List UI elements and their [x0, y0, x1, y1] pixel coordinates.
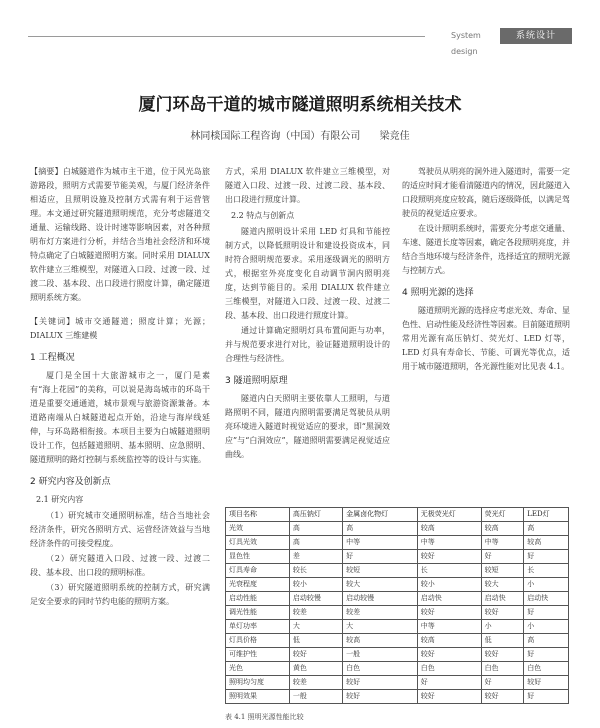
table-row [226, 592, 569, 606]
table-row [226, 662, 569, 676]
table-cell: 长 [524, 564, 569, 578]
table-cell: 启动较慢 [289, 592, 342, 606]
table-cell: 较好 [417, 606, 481, 620]
table-cell: 好 [524, 648, 569, 662]
column-left [30, 165, 210, 610]
table-cell: 较好 [481, 690, 524, 704]
paragraph: 隧道内照明设计采用 LED 灯具和节能控制方式，以降低照明设计和建设投资成本，同时符合照明规范要求。采用逐级调光的照明方式，根据室外亮度变化自动调节洞内照明亮度，达到节能目的。采用 DIALUX 软件建立三维模型，对隧道入口段、过渡一段、过渡二段、基本段、出口段进行照度计算。 [225, 227, 390, 320]
table-row [226, 690, 569, 704]
column-middle [225, 165, 390, 463]
table-cell: 光衰程度 [226, 578, 290, 592]
table-cell: 较高 [524, 536, 569, 550]
table-cell: 较大 [481, 578, 524, 592]
list-item: （1）研究城市交通照明标准，结合当地社会经济条件，研究各照明方式、运营经济效益与当地经济条件的可接受程度。 [30, 511, 210, 548]
table-cell: 好 [524, 690, 569, 704]
table-cell: 好 [481, 676, 524, 690]
table-row [226, 536, 569, 550]
table-cell: 高 [289, 522, 342, 536]
table-cell: 灯具价格 [226, 634, 290, 648]
paragraph: 驾驶员从明亮的洞外进入隧道时，需要一定的适应时间才能看清隧道内的情况，因此隧道入口段照明亮度应较高，随后逐级降低，以满足驾驶员的视觉适应要求。 [402, 167, 570, 218]
header-english-label: System design [451, 31, 481, 56]
table-cell: 好 [417, 676, 481, 690]
table-cell: 项目名称 [226, 508, 290, 522]
table-cell: 长 [417, 564, 481, 578]
table-cell: 启动快 [524, 592, 569, 606]
table-cell: 黄色 [289, 662, 342, 676]
author-organization: 林同棪国际工程咨询（中国）有限公司 [190, 131, 361, 142]
paragraph: 方式，采用 DIALUX 软件建立三维模型，对隧道入口段、过渡一段、过渡二段、基本段、出口段进行照度计算。 [225, 167, 390, 204]
section-heading-1: 1 工程概况 [30, 353, 75, 363]
table-cell: 中等 [417, 620, 481, 634]
author-line [0, 127, 600, 142]
table-cell: 高 [289, 536, 342, 550]
section-heading-2: 2 研究内容及创新点 [30, 477, 111, 487]
page-header [0, 28, 600, 56]
table-cell: 较好 [417, 648, 481, 662]
table-cell: 好 [481, 550, 524, 564]
table-cell: 小 [524, 620, 569, 634]
table-cell: 白色 [417, 662, 481, 676]
table-cell: 可维护性 [226, 648, 290, 662]
table-cell: 照明均匀度 [226, 676, 290, 690]
article-title: 厦门环岛干道的城市隧道照明系统相关技术 [138, 95, 462, 115]
table-header-row [226, 508, 569, 522]
table-cell: 较高 [417, 634, 481, 648]
abstract: 【摘要】白城隧道作为城市主干道，位于风光岛旅游路段，照明方式需要节能美观，与厦门经济条件相适应，且照明设施及控制方式需有利于运营管理。本文通过研究隧道照明规范，充分考虑隧道交通量、运输线路、设计时速等影响因素，对各种照明布灯方案进行分析，并结合当地社会经济和环境特点确定了白城隧道照明方案。同时采用 DIALUX 软件建立三维模型，对隧道入口段、过渡一段、过渡二段、基本段、出口段进行照度计算，确定隧道照明系统方案。 [30, 167, 210, 302]
table-cell: 较好 [417, 690, 481, 704]
table-cell: 较小 [289, 578, 342, 592]
table-cell: 光效 [226, 522, 290, 536]
table-cell: 调光性能 [226, 606, 290, 620]
table-cell: 较好 [417, 550, 481, 564]
table-cell: 荧光灯 [481, 508, 524, 522]
table-row [226, 676, 569, 690]
table-cell: 较好 [289, 648, 342, 662]
table-cell: 较短 [343, 564, 418, 578]
table-cell: 高 [524, 634, 569, 648]
table-cell: 显色性 [226, 550, 290, 564]
subsection-heading: 2.2 特点与创新点 [231, 211, 295, 220]
table-cell: 较差 [343, 606, 418, 620]
table-cell: 白色 [524, 662, 569, 676]
table-cell: 较高 [481, 522, 524, 536]
table-cell: 较好 [524, 676, 569, 690]
table-cell: 白色 [481, 662, 524, 676]
table-cell: 差 [289, 550, 342, 564]
table-row [226, 606, 569, 620]
table-row [226, 522, 569, 536]
table-cell: 较好 [343, 676, 418, 690]
table-row [226, 564, 569, 578]
table-cell: 一般 [343, 648, 418, 662]
paragraph: 通过计算确定照明灯具布置间距与功率，并与规范要求进行对比，验证隧道照明设计的合理性与经济性。 [225, 326, 390, 363]
table-cell: 启动快 [481, 592, 524, 606]
table-cell: 大 [343, 620, 418, 634]
header-section-box: 系统设计 [500, 28, 572, 44]
table-cell: 白色 [343, 662, 418, 676]
author-name: 梁竞佳 [379, 131, 410, 142]
table-cell: 好 [343, 550, 418, 564]
table-cell: 灯具光效 [226, 536, 290, 550]
table-cell: 金属卤化物灯 [343, 508, 418, 522]
light-source-comparison-table [225, 507, 569, 704]
table-cell: 照明效果 [226, 690, 290, 704]
table-cell: 较高 [417, 522, 481, 536]
table-row [226, 578, 569, 592]
column-right [402, 165, 570, 375]
table-cell: 灯具寿命 [226, 564, 290, 578]
table-cell: 高 [343, 522, 418, 536]
paragraph: 隧道照明光源的选择应考虑光效、寿命、显色性、启动性能及经济性等因素。目前隧道照明常用光源有高压钠灯、荧光灯、LED 灯等，LED 灯具有寿命长、节能、可调光等优点，适用于城市隧道照明，各光源性能对比见表 4.1。 [402, 306, 570, 371]
table-cell: 启动快 [417, 592, 481, 606]
table-cell: 大 [289, 620, 342, 634]
table-row [226, 648, 569, 662]
table-cell: 中等 [481, 536, 524, 550]
table-cell: 无极荧光灯 [417, 508, 481, 522]
table-cell: 小 [524, 578, 569, 592]
table-cell: 一般 [289, 690, 342, 704]
table-cell: 小 [481, 620, 524, 634]
keywords: 【关键词】城市交通隧道；照度计算；光源；DIALUX 三维建模 [30, 317, 210, 340]
table-cell: 较短 [481, 564, 524, 578]
subsection-heading: 2.1 研究内容 [36, 495, 84, 504]
table-cell: 较小 [417, 578, 481, 592]
section-heading-4: 4 照明光源的选择 [402, 288, 474, 298]
paragraph: 在设计照明系统时，需要充分考虑交通量、车速、隧道长度等因素，确定各段照明亮度，并结合当地环境与经济条件，选择适宜的照明光源与控制方式。 [402, 224, 570, 275]
table-cell: 好 [524, 550, 569, 564]
section-heading-3: 3 隧道照明原理 [225, 376, 288, 386]
table-row [226, 634, 569, 648]
table-cell: 较大 [343, 578, 418, 592]
table-cell: 低 [289, 634, 342, 648]
table-cell: 中等 [417, 536, 481, 550]
table-cell: 启动性能 [226, 592, 290, 606]
table-cell: 好 [524, 606, 569, 620]
table-cell: 较差 [289, 606, 342, 620]
table-cell: 中等 [343, 536, 418, 550]
paragraph: 隧道内白天照明主要依靠人工照明，与道路照明不同，隧道内照明需要满足驾驶员从明亮环境进入隧道时视觉适应的要求，即“黑洞效应”与“白洞效应”，隧道照明需要满足视觉适应曲线。 [225, 394, 390, 459]
table-cell: 低 [481, 634, 524, 648]
table-cell: 较好 [481, 648, 524, 662]
table-row [226, 620, 569, 634]
table-cell: 较高 [343, 634, 418, 648]
table-cell: 较长 [289, 564, 342, 578]
table-cell: 较差 [289, 676, 342, 690]
table-cell: 单灯功率 [226, 620, 290, 634]
paragraph: 厦门是全国十大旅游城市之一，厦门是素有“海上花园”的美称，可以说是海岛城市的环岛干道是重要交通通道，城市景观与旅游资源兼备。本道路南端从白城隧道起点开始，沿途与海岸线延伸，与环岛路相衔接。本项目主要为白城隧道照明设计工作，包括隧道照明、基本照明、应急照明、隧道照明的路灯控制与系统监控等的设计与实施。 [30, 371, 210, 464]
table-cell: 较好 [481, 606, 524, 620]
table-cell: 较好 [343, 690, 418, 704]
table-cell: 光色 [226, 662, 290, 676]
table-caption: 表 4.1 照明光源性能比较 [225, 713, 304, 721]
table-cell: 高 [524, 522, 569, 536]
list-item: （3）研究隧道照明系统的控制方式，研究满足安全要求的同时节约电能的照明方案。 [30, 583, 210, 606]
table-cell: LED灯 [524, 508, 569, 522]
table-row [226, 550, 569, 564]
list-item: （2）研究隧道入口段、过渡一段、过渡二段、基本段、出口段的照明标准。 [30, 554, 210, 577]
table-cell: 启动较慢 [343, 592, 418, 606]
header-rule [28, 36, 425, 37]
table-cell: 高压钠灯 [289, 508, 342, 522]
